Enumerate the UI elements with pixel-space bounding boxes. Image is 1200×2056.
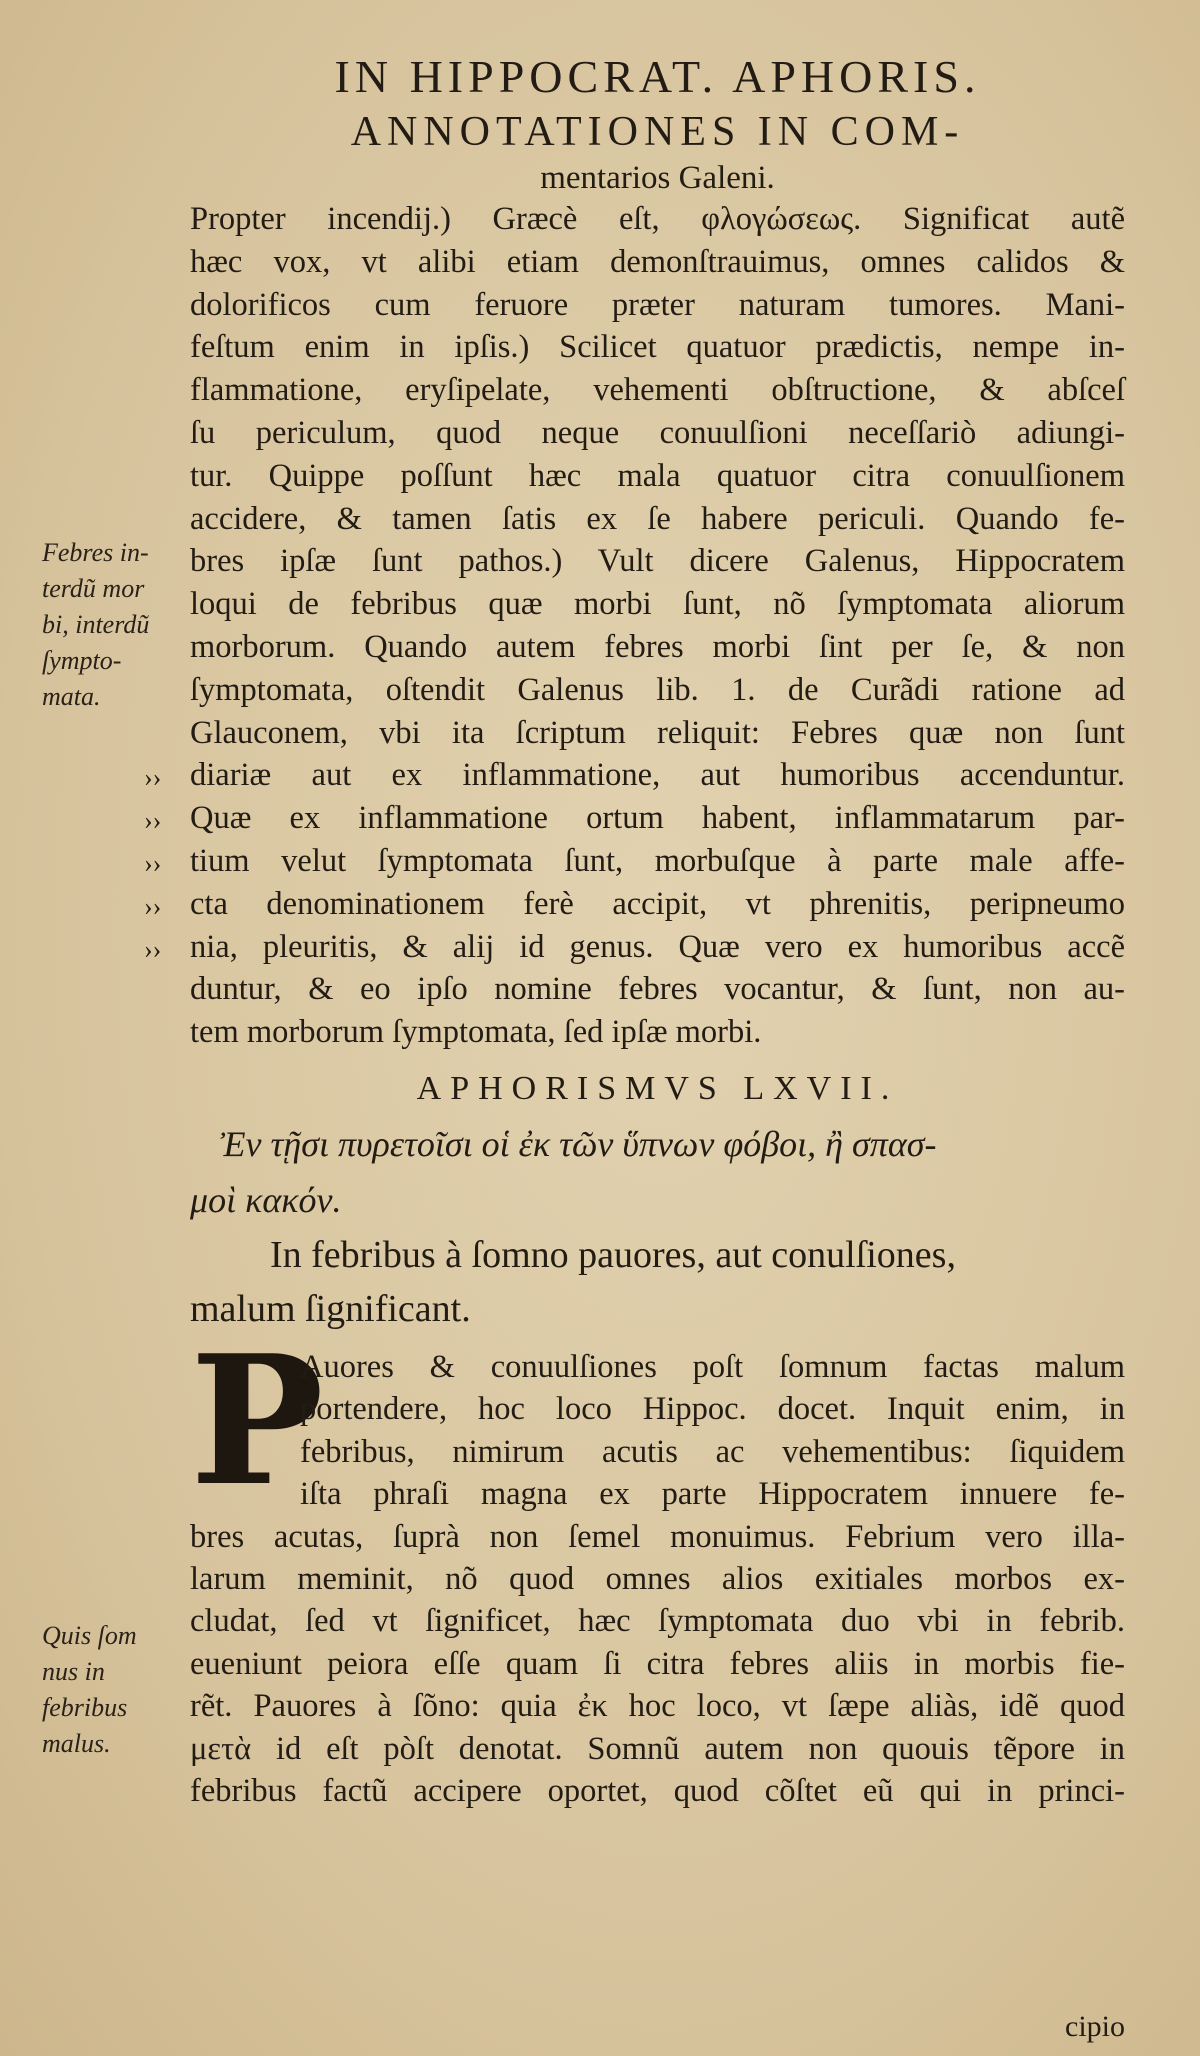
text-line: diariæ aut ex inflammatione, aut humoribus accenduntur. [190, 757, 1125, 794]
greek-line: μοὶ κακόν. [190, 1180, 342, 1220]
text-line: cludat, ſed vt ſignificet, hæc ſymptomata duo vbi in febrib. [190, 1603, 1125, 1640]
text-line: febribus, nimirum acutis ac vehementibus: ſiquidem [300, 1433, 1125, 1470]
margin-note-line: mata. [42, 682, 101, 711]
text-line: dolorificos cum feruore præter naturam tumores. Mani- [190, 286, 1125, 323]
margin-note-line: bi, interdũ [42, 610, 150, 639]
greek-aphorism [190, 1116, 1125, 1228]
latin-aphorism-line: malum ſignificant. [190, 1288, 471, 1330]
text-line: eueniunt peiora eſſe quam ſi citra febres aliis in morbis fie- [190, 1645, 1125, 1682]
greek-line: Ἐν τῇσι πυρετοῖσι οἱ ἐκ τῶν ὕπνων φόβοι, ἢ σπασ- [220, 1124, 937, 1164]
drop-cap: P [190, 1316, 324, 1525]
margin-note-line: Quis ſom [42, 1621, 137, 1650]
text-line: tur. Quippe poſſunt hæc mala quatuor citra conuulſionem [190, 457, 1125, 494]
text-line: flammatione, eryſipelate, vehementi obſtructione, & abſceſ [190, 372, 1125, 409]
quote-mark: ›› [144, 935, 162, 964]
text-line: accidere, & tamen ſatis ex ſe habere periculi. Quando fe- [190, 500, 1125, 537]
commentary-text [190, 1316, 1125, 1812]
text-line: morborum. Quando autem febres morbi ſint per ſe, & non [190, 628, 1125, 665]
margin-note-line: ſympto- [42, 646, 122, 675]
text-line: bres ipſæ ſunt pathos.) Vult dicere Galenus, Hippocratem [190, 543, 1125, 580]
latin-aphorism-line: In febribus à ſomno pauores, aut conulſiones, [270, 1234, 956, 1276]
text-line: μετὰ id eſt pòſt denotat. Somnũ autem non quouis tẽpore in [190, 1730, 1125, 1767]
section-title-line-1: ANNOTATIONES IN COM- [350, 109, 965, 155]
text-line: loqui de febribus quæ morbi ſunt, nõ ſymptomata aliorum [190, 586, 1125, 623]
text-line: rẽt. Pauores à ſõno: quia ἐκ hoc loco, vt ſæpe aliàs, idẽ quod [190, 1688, 1125, 1725]
text-line: Quæ ex inflammatione ortum habent, inflammatarum par- [190, 800, 1125, 837]
text-line: ſymptomata, oſtendit Galenus lib. 1. de Curãdi ratione ad [190, 671, 1125, 708]
text-line: hæc vox, vt alibi etiam demonſtrauimus, omnes calidos & [190, 243, 1125, 280]
text-line: duntur, & eo ipſo nomine febres vocantur, & ſunt, non au- [190, 971, 1125, 1008]
text-line: tium velut ſymptomata ſunt, morbuſque à parte male affe- [190, 842, 1125, 879]
text-line: bres acutas, ſuprà non ſemel monuimus. Febrium vero illa- [190, 1518, 1125, 1555]
latin-aphorism [190, 1228, 1125, 1336]
text-line: ſu periculum, quod neque conuulſioni neceſſariò adiungi- [190, 414, 1125, 451]
aphorism-heading: APHORISMVS LXVII. [416, 1070, 899, 1107]
text-line: Propter incendij.) Græcè eſt, φλογώσεως. Significat autẽ [190, 201, 1125, 237]
text-line: larum meminit, nõ quod omnes alios exitiales morbos ex- [190, 1561, 1125, 1598]
section-title-line-2: mentarios Galeni. [540, 160, 775, 196]
margin-note-line: malus. [42, 1729, 111, 1758]
text-line: tem morborum ſymptomata, ſed ipſæ morbi. [190, 1014, 762, 1051]
running-head: IN HIPPOCRAT. APHORIS. [334, 51, 981, 102]
text-line: nia, pleuritis, & alij id genus. Quæ vero ex humoribus accẽ [190, 928, 1125, 965]
quote-mark: ›› [144, 849, 162, 878]
text-line: febribus factũ accipere oportet, quod cõſtet eũ qui in princi- [190, 1773, 1125, 1810]
margin-note-sleep [42, 1618, 192, 1762]
margin-note-line: Febres in- [42, 538, 149, 567]
quotation-marks [144, 756, 161, 971]
quote-mark: ›› [144, 892, 162, 921]
text-line: iſta phraſi magna ex parte Hippocratem innuere fe- [300, 1476, 1125, 1513]
text-line: cta denominationem ferè accipit, vt phrenitis, peripneumo [190, 885, 1125, 922]
margin-note-line: febribus [42, 1693, 128, 1722]
text-line: portendere, hoc loco Hippoc. docet. Inquit enim, in [300, 1391, 1125, 1428]
margin-note-line: nus in [42, 1657, 105, 1686]
annotation-text [190, 198, 1125, 1054]
text-line: Auores & conuulſiones poſt ſomnum factas malum [300, 1349, 1125, 1385]
catchword: cipio [1065, 2010, 1125, 2043]
margin-note-line: terdũ mor [42, 574, 145, 603]
text-line: feſtum enim in ipſis.) Scilicet quatuor prædictis, nempe in- [190, 329, 1125, 366]
quote-mark: ›› [144, 763, 162, 792]
quote-mark: ›› [144, 806, 162, 835]
margin-note-fevers [42, 535, 192, 715]
text-line: Glauconem, vbi ita ſcriptum reliquit: Febres quæ non ſunt [190, 714, 1125, 751]
